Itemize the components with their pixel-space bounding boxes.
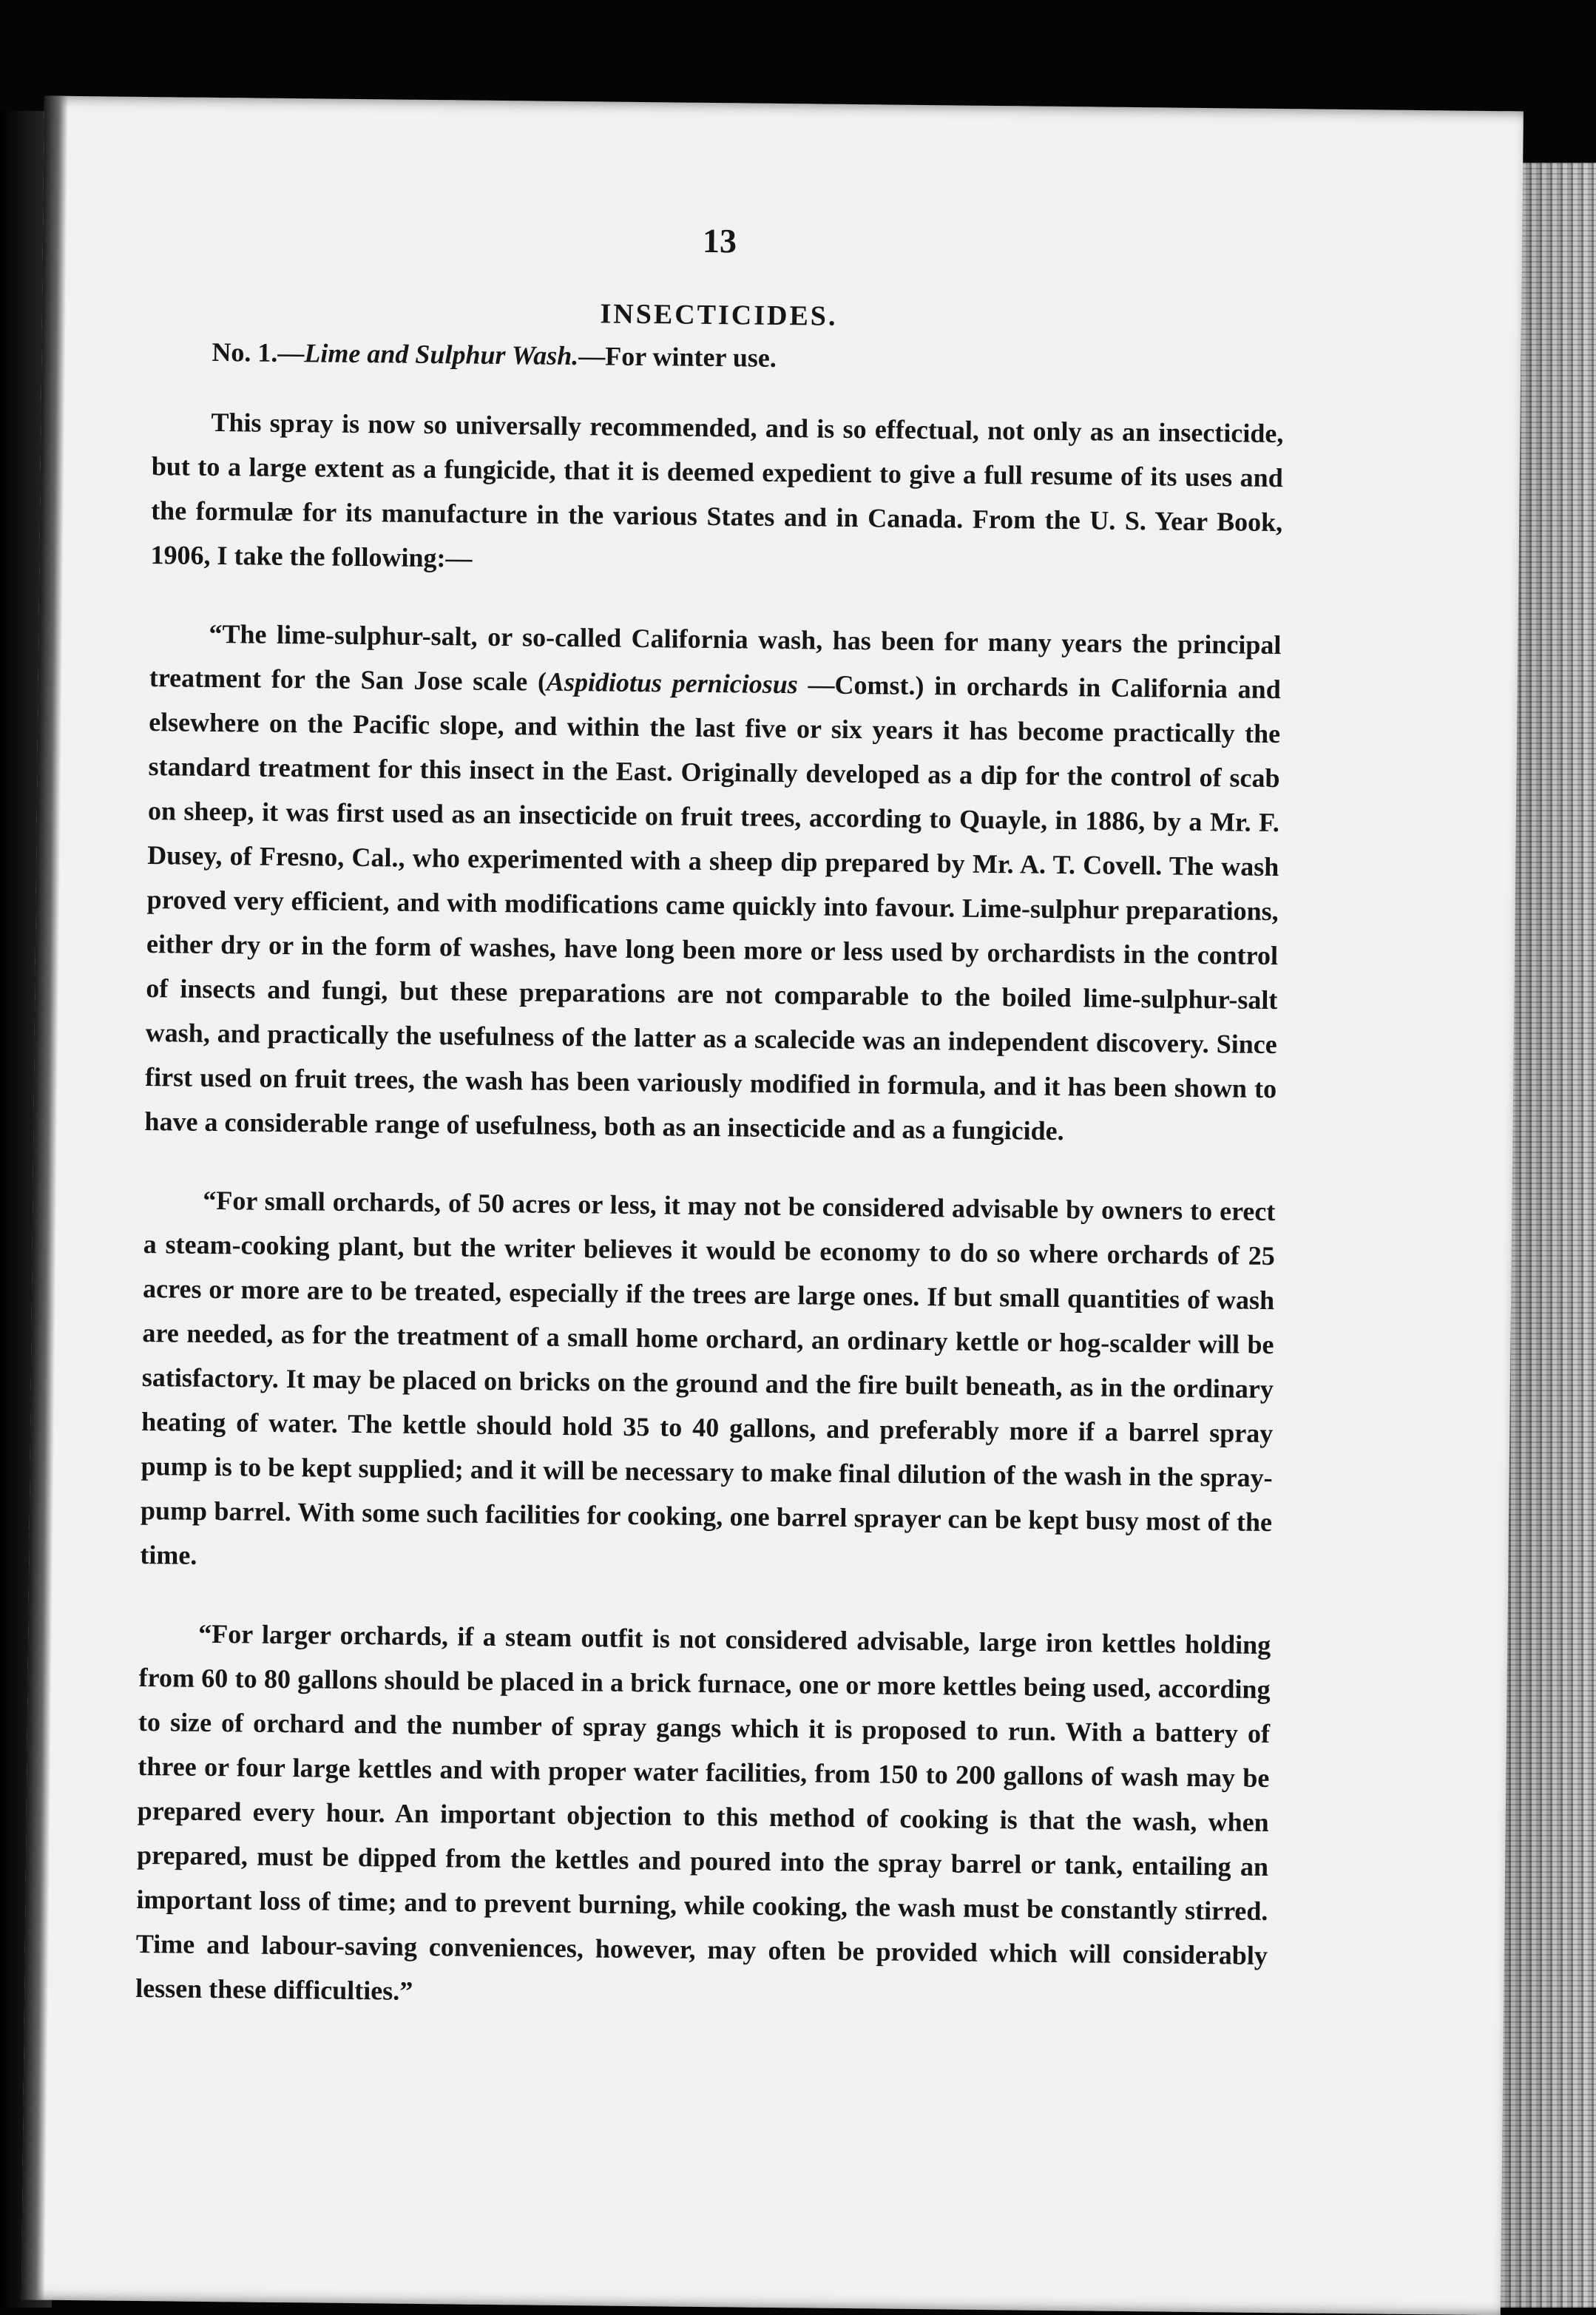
page-content xyxy=(135,215,1285,2056)
species-name: Aspidiotus perniciosus xyxy=(546,666,798,700)
subsection-title: Lime and Sulphur Wash. xyxy=(304,338,579,371)
paragraph-history xyxy=(144,611,1281,1155)
subsection-number: No. 1.— xyxy=(212,337,305,368)
page-number: 13 xyxy=(702,221,737,260)
section-heading: INSECTICIDES. xyxy=(600,298,838,332)
paragraph-history-part1: “The lime-sulphur-salt, or so-called California wash, has been for many years the principal treatment for the San Jose scale ( xyxy=(149,618,1282,697)
subsection-note: —For winter use. xyxy=(578,341,777,373)
paragraph-intro: This spray is now so universally recommended, and is so effectual, not only as an insecticide, but to a large extent as a fungicide, that it is deemed expedient to give a full resume of its uses and the formulæ for its manufacture in the various States and in Canada. From the U. S. Year Book, 1906, I take the following:— xyxy=(150,407,1284,573)
paragraph-history-part2: —Comst.) in orchards in California and elsewhere on the Pacific slope, and within the last five or six years it has become practically the standard treatment for this insect in the East. Originally developed as a dip for the control of scab on sheep, it was first used as an insecticide on fruit trees, according to Quayle, in 1886, by a Mr. F. Dusey, of Fresno, Cal., who experimented with a sheep dip prepared by Mr. A. T. Covell. The wash proved very efficient, and with modifications came quickly into favour. Lime-sulphur preparations, either dry or in the form of washes, have long been more or less used by orchardists in the control of insects and fungi, but these preparations are not comparable to the boiled lime-sulphur-salt wash, and practically the usefulness of the latter as a scalecide was an independent discovery. Since first used on fruit trees, the wash has been variously modified in formula, and it has been shown to have a considerable range of usefulness, both as an insecticide and as a fungicide. xyxy=(144,669,1281,1146)
paragraph-large-orchards: “For larger orchards, if a steam outfit is not considered advisable, large iron kettles holding from 60 to 80 gallons should be placed in a brick furnace, one or more kettles being used, according to size of orchard and the number of spray gangs which it is proposed to run. With a battery of three or four large kettles and with proper water facilities, from 150 to 200 gallons of wash may be prepared every hour. An important objection to this method of cooking is that the wash, when prepared, must be dipped from the kettles and poured into the spray barrel or tank, entailing an important loss of time; and to prevent burning, while cooking, the wash must be constantly stirred. Time and labour-saving conveniences, however, may often be provided which will considerably lessen these difficulties.” xyxy=(135,1618,1271,2006)
paragraph-small-orchards: “For small orchards, of 50 acres or less, it may not be considered advisable by owners to erect a steam-cooking plant, but the writer believes it would be economy to do so where orchards of 25 acres or more are to be treated, especially if the trees are large ones. If but small quantities of wash are needed, as for the treatment of a small home orchard, an ordinary kettle or hog-scalder will be satisfactory. It may be placed on bricks on the ground and the fire built beneath, as in the ordinary heating of water. The kettle should hold 35 to 40 gallons, and preferably more if a barrel spray pump is to be kept supplied; and it will be necessary to make final dilution of the wash in the spray-pump barrel. With some such facilities for cooking, one barrel sprayer can be kept busy most of the time. xyxy=(140,1185,1276,1570)
subsection-heading xyxy=(152,336,1284,379)
book-page xyxy=(21,96,1524,2315)
